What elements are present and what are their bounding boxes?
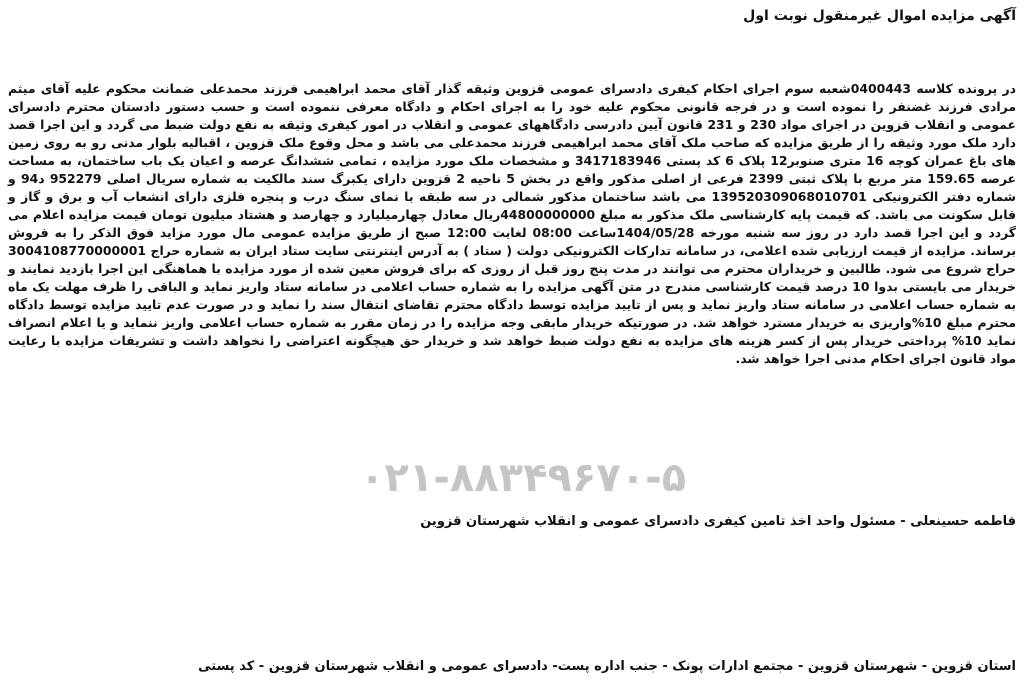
- notice-body: در پرونده کلاسه 0400443شعبه سوم اجرای احکام کیفری دادسرای عمومی قزوین وثیقه گذار آقای محمد ابراهیمی فرزند محمدعلی ضمانت محکوم علیه آقای میثم مرادی فرزند غضنفر را نموده است و در فرجه قانونی محکوم علیه خود را به اجرای احکام و دادگاه معرفی ننموده است و حسب دستور دادستان محترم دادسرای عمومی و انقلاب قزوین در اجرای مواد 230 و 231 قانون آیین دادرسی دادگاههای عمومی و انقلاب در امور کیفری وثیقه به نفع دولت ضبط می گردد و این اجرا قصد دارد ملک مورد وثیقه را از طریق مزایده که صاحب ملک آقای محمد ابراهیمی فرزند محمدعلی می باشد و محل وقوع ملک قزوین ، اقبالیه بلوار مدنی رو به روی زمین های باغ عمران کوچه 16 متری صنوبر12 پلاک 6 کد پستی 3417183946 و مشخصات ملک مورد مزایده ، تمامی ششدانگ عرصه و اعیان یک باب ساختمان، به مساحت عرصه 159.65 متر مربع با پلاک ثبتی 2399 فرعی از اصلی مذکور واقع در بخش 5 ناحیه 2 قزوین دارای یکبرگ سند مالکیت به شماره سریال اصلی 952279 د94 و شماره دفتر الکترونیکی 139520309068010701 می باشد ساختمان مذکور شمالی در سه طبقه با نمای سنگ درب و پنجره فلزی دارای انشعاب آب و برق و گاز و قابل سکونت می باشد. که قیمت پایه کارشناسی ملک مذکور به مبلغ 44800000000ریال معادل چهارمیلیارد و چهارصد و هشتاد میلیون تومان قیمت مزایده اعلام می گردد و این اجرا قصد دارد در روز سه شنبه مورخه 1404/05/28ساعت 08:00 لغایت 12:00 صبح از طریق مزایده عمومی مال مورد مزاید فوق الذکر را به فروش برساند. مزایده از قیمت ارزیابی شده اعلامی، در سامانه تدارکات الکترونیکی دولت ( ستاد ) به آدرس اینترنتی سایت ستاد ایران به شماره حراج 3004108770000001 حراج شروع می شود. طالبین و خریداران محترم می توانند در مدت پنج روز قبل از روزی که برای فروش معین شده از مورد مزایده با هماهنگی این اجرا بازدید نمایند و خریدار می بایستی بدوا 10 درصد قیمت کارشناسی مندرج در متن آگهی مزایده را به شماره حساب اعلامی در سامانه ستاد واریز نماید و الباقی را ظرف مهلت یک ماه به شماره حساب اعلامی در سامانه ستاد واریز نماید و پس از تایید مزایده توسط دادگاه محترم تقاضای انتقال سند را نماید و در صورت عدم تایید مزایده توسط دادگاه محترم مبلغ 10%واریزی به خریدار مسترد خواهد شد. در صورتیکه خریدار مابقی وجه مزایده را در زمان مقرر به شماره حساب اعلامی واریز ننماید و یا اعلام انصراف نماید 10% پرداختی خریدار پس از کسر هزینه های مزایده به نفع دولت ضبط خواهد شد و خریدار حق هیچگونه اعتراضی را نخواهد داشت و تشریفات مزایده با رعایت مواد قانون اجرای احکام مدنی اجرا خواهد شد.: [8, 81, 1017, 366]
- notice-title: آگهی مزایده اموال غیرمنقول نوبت اول: [743, 8, 1016, 24]
- phone-watermark: ۰۲۱-۸۸۳۴۹۶۷۰-۵: [360, 455, 687, 501]
- signature-line: فاطمه حسینعلی - مسئول واحد اخذ تامین کیفری دادسرای عمومی و انقلاب شهرستان قزوین: [420, 514, 1016, 529]
- address-line: استان قزوین - شهرستان قزوین - مجتمع ادارات پونک - جنب اداره پست- دادسرای عمومی و انقلاب شهرستان قزوین - کد پستی: [198, 659, 1016, 674]
